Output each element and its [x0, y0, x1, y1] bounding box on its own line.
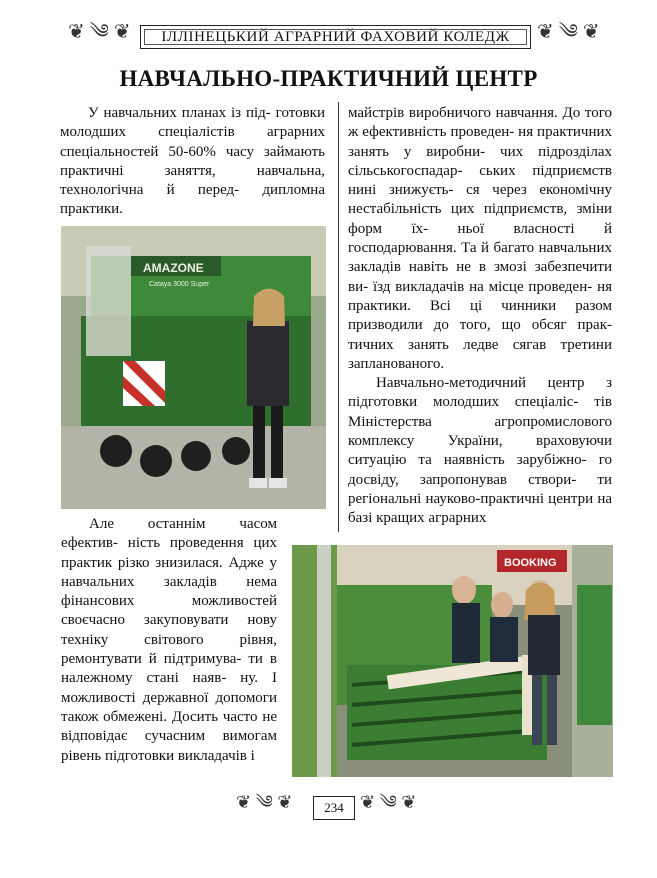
machine-model-label: Cataya 3000 Super	[149, 281, 210, 288]
machine-brand-label: AMAZONE	[143, 261, 204, 275]
page-title: НАВЧАЛЬНО-ПРАКТИЧНИЙ ЦЕНТР	[119, 66, 538, 91]
right-footer-ornament: ❦ ༄ ❦	[360, 792, 417, 812]
left-header-ornament: ❦ ༄ ❦	[68, 21, 131, 43]
column-divider	[338, 102, 339, 532]
booking-sign: BOOKING	[504, 557, 557, 569]
seeder-photo	[61, 226, 326, 509]
institution-name: ІЛЛІНЕЦЬКИЙ АГРАРНИЙ ФАХОВИЙ КОЛЕДЖ	[161, 28, 510, 45]
paragraph: У навчальних планах із під- готовки молодших спеціалістів аграрних спеціальностей 50-60% часу займають практичні заняття, навчальна, технологічна й перед- дипломна практики.	[60, 105, 325, 218]
right-column	[348, 104, 612, 529]
left-column-bottom	[61, 515, 277, 766]
paragraph: Навчально-методичний центр з підготовки молодших спеціаліс- тів Міністерства агропромислового комплексу України, враховуючи ситуацію та наявність зарубіжно- го досвіду, запропонував створи- ти регіональні науково-практичні центри на базі кращих аграрних	[348, 375, 612, 527]
left-footer-ornament: ❦ ༄ ❦	[236, 792, 293, 812]
paragraph: Але останнім часом ефектив- ність проведення цих практик різко знизилася. Адже у навчальних закладів нема фінансових можливостей своєчасно закуповувати нову техніку світового рівня, ремонтувати й підтримува- ти в належному стані наяв- ну. І можливості державної допомоги також обмежені. Досить часто не відповідає сучасним вимогам рівень підготовки викладачів і	[61, 516, 277, 764]
header-banner	[140, 25, 531, 49]
page-number: 234	[313, 796, 355, 820]
left-column-top	[60, 104, 325, 220]
baler-photo	[292, 545, 613, 777]
right-header-ornament: ❦ ༄ ❦	[537, 21, 600, 43]
paragraph: майстрів виробничого навчання. До того ж ефективність проведен- ня практичних занять у виробни- чих підрозділах сільськогоспадар- ських підприємств нині знижуєть- ся через економічну нестабільність цих підприємств, зміни форм їх- ньої власності й господарювання. Та й багато навчальних закладів навіть не в змозі забезпечити ви- їзд викладачів на місце проведен- ня практики. Всі ці чинники разом призводили до того, що обсяг прак- тичних занять ледве сягав третини запланованого.	[348, 105, 612, 372]
